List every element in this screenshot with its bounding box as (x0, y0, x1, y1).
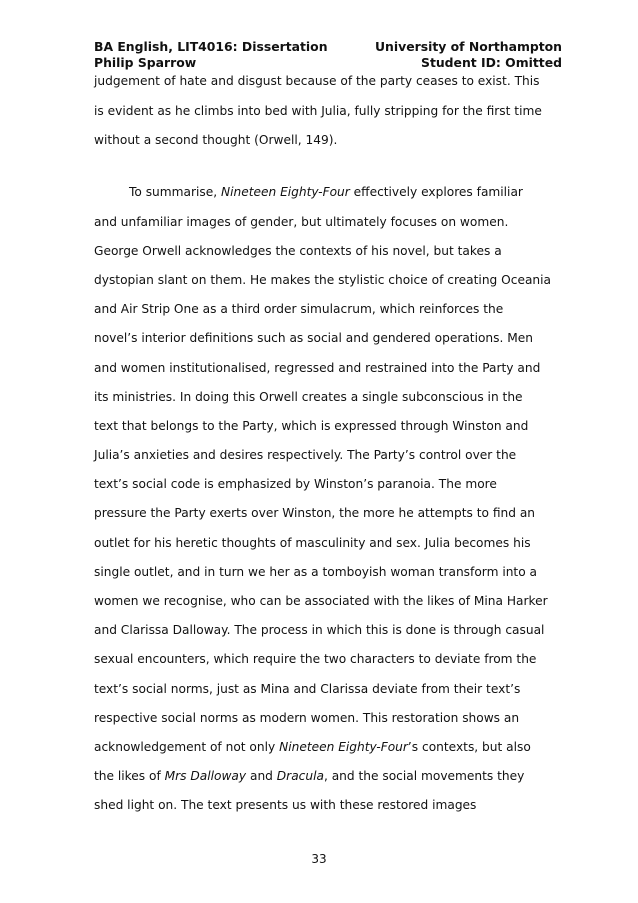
text-line: and Air Strip One as a third order simulacrum, which reinforces the (94, 302, 504, 317)
header-university: University of Northampton (374, 39, 562, 54)
page-number: 33 (311, 852, 327, 866)
text-line: sexual encounters, which require the two characters to deviate from the (94, 652, 537, 667)
text-run: the likes of (94, 769, 165, 784)
text-line: novel’s interior definitions such as social and gendered operations. Men (94, 331, 533, 346)
header-row-2 (94, 55, 562, 71)
header-row-1 (94, 39, 562, 55)
text-run: effectively explores familiar (349, 185, 523, 200)
text-line: text’s social code is emphasized by Winston’s paranoia. The more (94, 477, 497, 492)
text-line: women we recognise, who can be associated with the likes of Mina Harker (94, 594, 548, 608)
text-line: text that belongs to the Party, which is expressed through Winston and (94, 418, 529, 433)
header-course-title: BA English, LIT4016: Dissertation (94, 39, 328, 54)
text-line (94, 768, 564, 797)
text-line: single outlet, and in turn we her as a tomboyish woman transform into a (94, 564, 538, 579)
text-line: its ministries. In doing this Orwell creates a single subconscious in the (94, 389, 523, 404)
book-title: Nineteen Eighty-Four (279, 739, 408, 754)
text-run: acknowledgement of not only (94, 739, 280, 754)
text-line: respective social norms as modern women. This restoration shows an (94, 710, 520, 725)
text-line: and Clarissa Dalloway. The process in which this is done is through casual (94, 623, 545, 638)
text-line: dystopian slant on them. He makes the stylistic choice of creating Oceania (94, 272, 551, 287)
text-run: To summarise, (129, 185, 221, 200)
paragraph-1 (94, 73, 564, 161)
text-line (94, 739, 564, 768)
text-run: , and the social movements they (323, 769, 525, 784)
text-line: judgement of hate and disgust because of the party ceases to exist. This (94, 74, 540, 88)
text-line: text’s social norms, just as Mina and Clarissa deviate from their text’s (94, 681, 521, 696)
text-line (94, 184, 564, 213)
header-author: Philip Sparrow (94, 55, 197, 70)
paragraph-gap (94, 161, 564, 184)
book-title: Dracula (276, 769, 324, 784)
text-line: is evident as he climbs into bed with Julia, fully stripping for the first time (94, 104, 542, 118)
text-line: pressure the Party exerts over Winston, the more he attempts to find an (94, 506, 536, 521)
text-run: ’s contexts, but also (407, 739, 531, 754)
text-line: and women institutionalised, regressed and restrained into the Party and (94, 360, 541, 375)
text-line: Julia’s anxieties and desires respectively. The Party’s control over the (94, 448, 517, 463)
text-line: outlet for his heretic thoughts of masculinity and sex. Julia becomes his (94, 535, 531, 550)
body-text (94, 73, 564, 827)
page-header (94, 39, 562, 71)
book-title: Mrs Dalloway (164, 769, 247, 784)
paragraph-2 (94, 184, 564, 826)
header-student-id: Student ID: Omitted (421, 55, 562, 70)
text-line: shed light on. The text presents us with these restored images (94, 798, 477, 813)
text-line: George Orwell acknowledges the contexts of his novel, but takes a (94, 243, 502, 258)
text-line: without a second thought (Orwell, 149). (94, 133, 338, 148)
text-run: and (246, 769, 277, 784)
text-line: and unfamiliar images of gender, but ultimately focuses on women. (94, 214, 509, 229)
book-title: Nineteen Eighty-Four (220, 185, 350, 200)
